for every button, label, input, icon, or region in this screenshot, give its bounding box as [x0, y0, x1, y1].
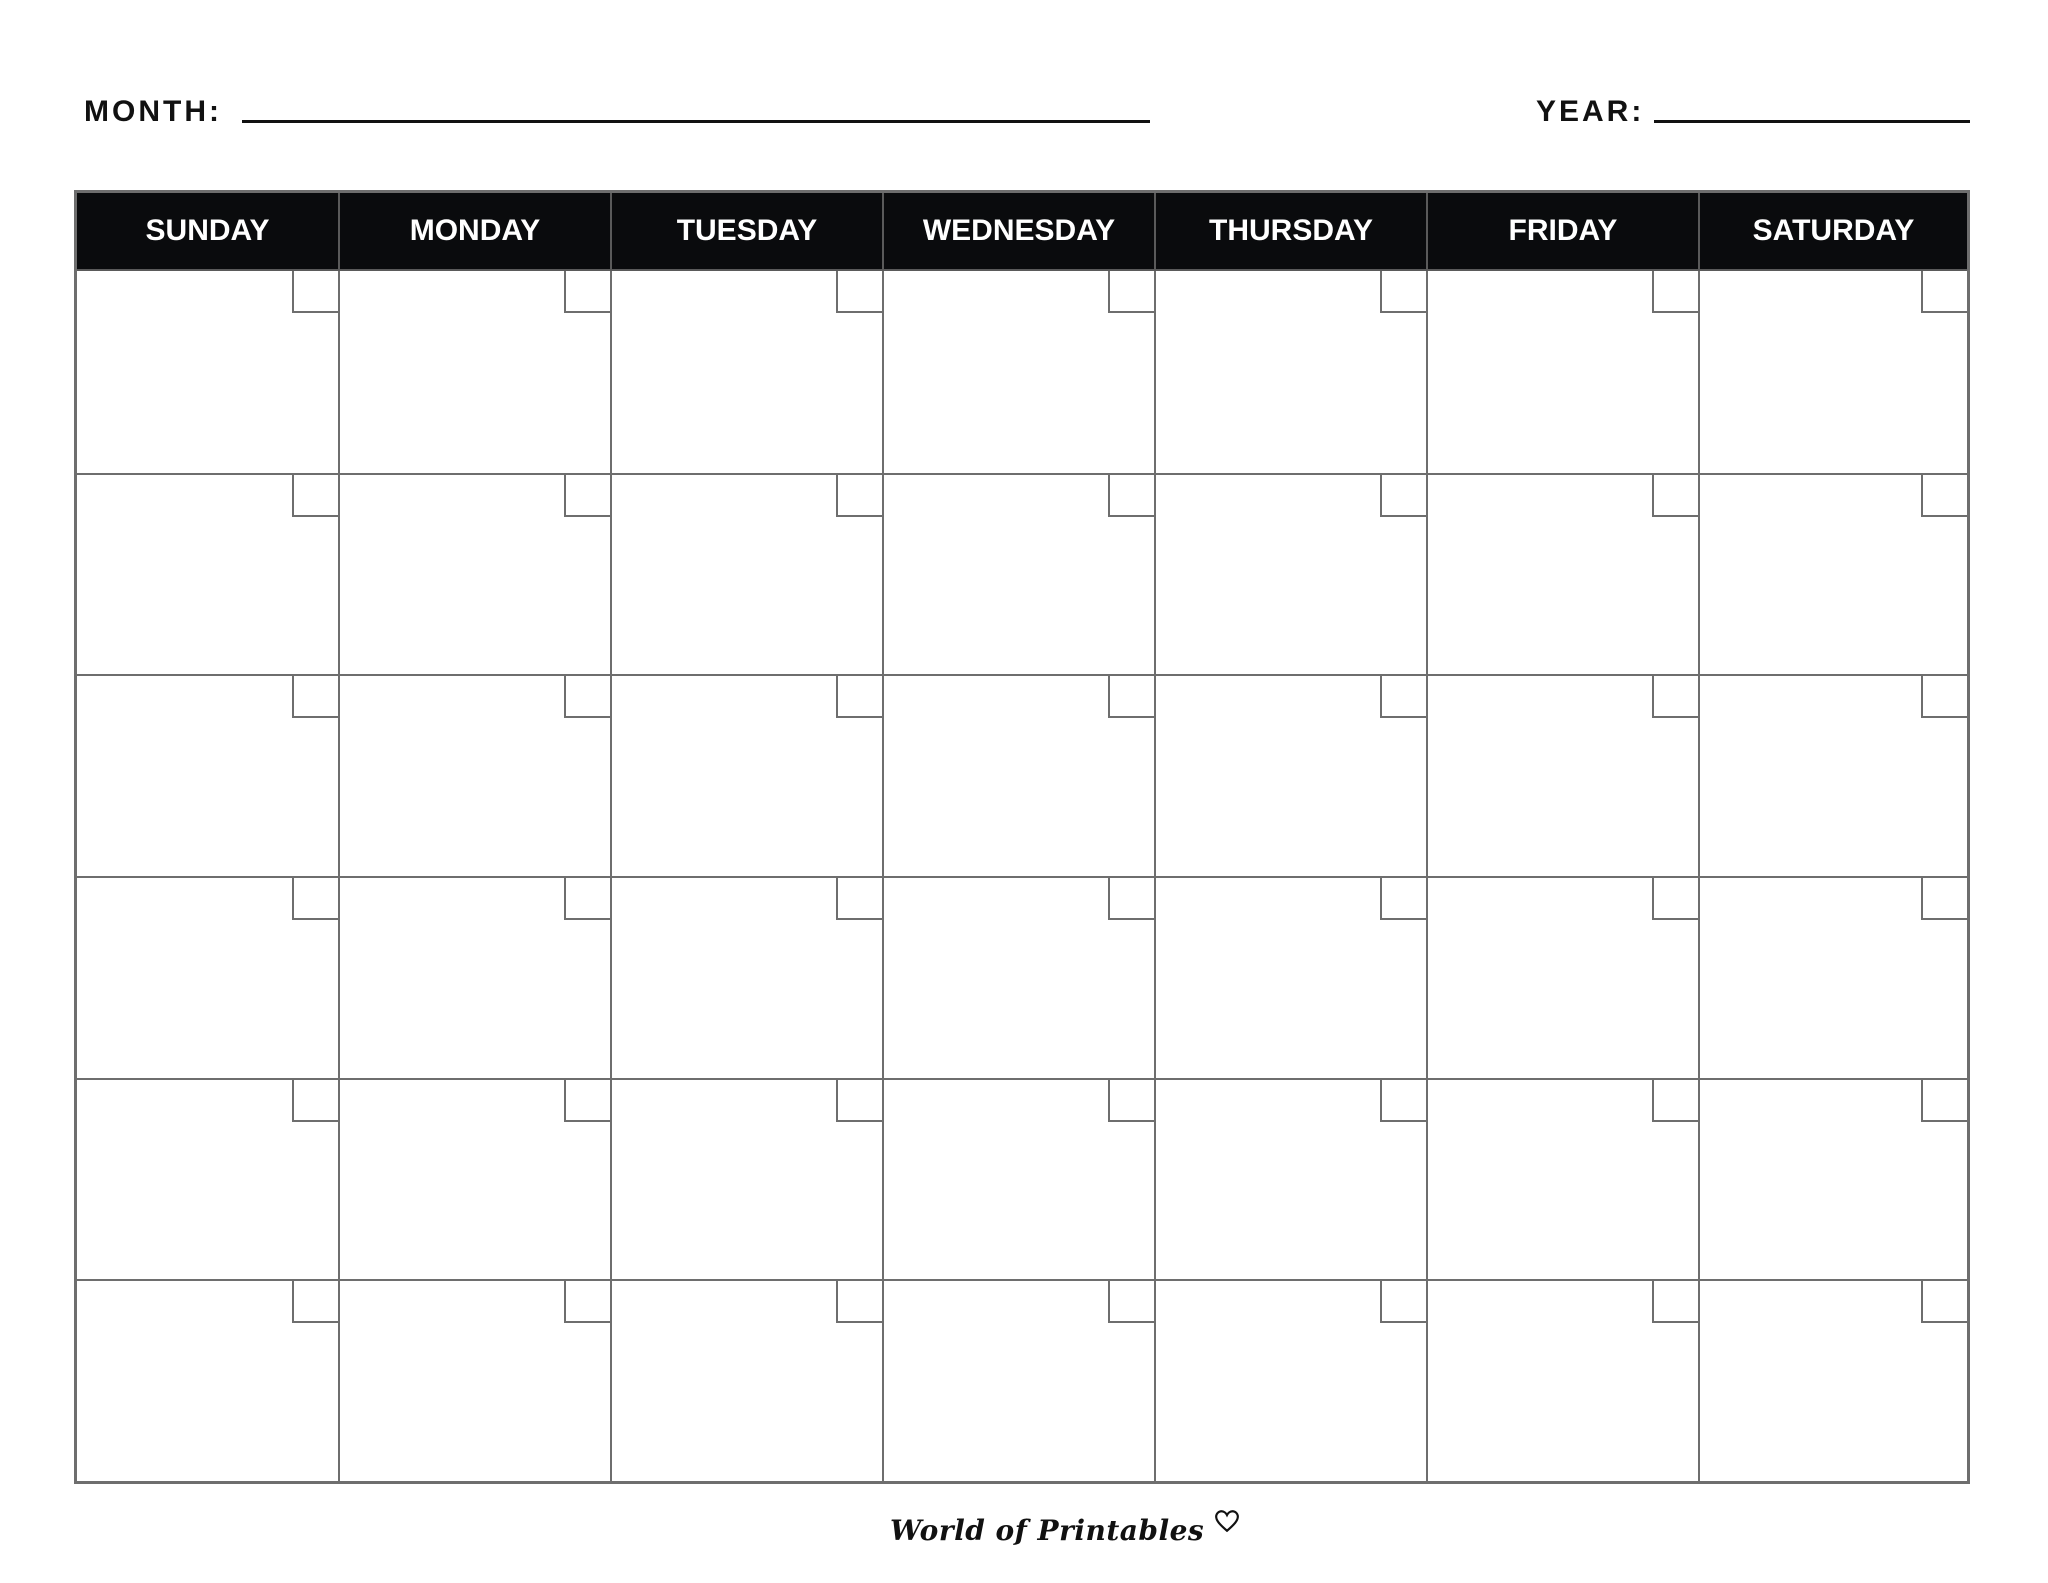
heart-icon — [1214, 1508, 1240, 1534]
day-cell[interactable] — [882, 1279, 1154, 1481]
weekday-header-sunday: SUNDAY — [145, 214, 270, 247]
date-number-box[interactable] — [1380, 1080, 1426, 1122]
date-number-box[interactable] — [1380, 1281, 1426, 1323]
brand-logo — [890, 1505, 1240, 1555]
date-number-box[interactable] — [1921, 1080, 1967, 1122]
day-cell[interactable] — [77, 876, 338, 1078]
date-number-box[interactable] — [836, 878, 882, 920]
date-number-box[interactable] — [836, 271, 882, 313]
day-cell[interactable] — [77, 1279, 338, 1481]
date-number-box[interactable] — [1108, 271, 1154, 313]
date-number-box[interactable] — [1652, 1281, 1698, 1323]
month-label: MONTH: — [84, 95, 222, 128]
date-number-box[interactable] — [1652, 1080, 1698, 1122]
date-number-box[interactable] — [1380, 475, 1426, 517]
weekday-header-tuesday: TUESDAY — [610, 193, 882, 269]
day-cell[interactable] — [1154, 674, 1426, 876]
date-number-box[interactable] — [564, 676, 610, 718]
weekday-header-row — [77, 193, 1967, 269]
month-write-line[interactable] — [242, 120, 1150, 123]
weekday-header-saturday: SATURDAY — [1698, 193, 1967, 269]
day-cell[interactable] — [610, 876, 882, 1078]
date-number-box[interactable] — [1921, 878, 1967, 920]
calendar-grid — [74, 190, 1970, 1484]
day-cell[interactable] — [1698, 1279, 1967, 1481]
year-write-line[interactable] — [1654, 120, 1970, 123]
date-number-box[interactable] — [564, 878, 610, 920]
date-number-box[interactable] — [292, 271, 338, 313]
date-number-box[interactable] — [1652, 475, 1698, 517]
date-number-box[interactable] — [564, 1080, 610, 1122]
day-cell[interactable] — [77, 271, 338, 473]
date-number-box[interactable] — [836, 1080, 882, 1122]
day-cell[interactable] — [882, 674, 1154, 876]
day-cell[interactable] — [1426, 674, 1698, 876]
day-cell[interactable] — [1426, 876, 1698, 1078]
calendar-body — [77, 269, 1967, 1481]
date-number-box[interactable] — [564, 271, 610, 313]
date-number-box[interactable] — [1108, 676, 1154, 718]
day-cell[interactable] — [882, 1078, 1154, 1280]
day-cell[interactable] — [1698, 271, 1967, 473]
date-number-box[interactable] — [564, 1281, 610, 1323]
day-cell[interactable] — [1426, 1279, 1698, 1481]
day-cell[interactable] — [1698, 876, 1967, 1078]
date-number-box[interactable] — [1380, 676, 1426, 718]
day-cell[interactable] — [1154, 271, 1426, 473]
day-cell[interactable] — [610, 674, 882, 876]
date-number-box[interactable] — [836, 1281, 882, 1323]
day-cell[interactable] — [1426, 271, 1698, 473]
day-cell[interactable] — [77, 473, 338, 675]
day-cell[interactable] — [338, 1078, 610, 1280]
date-number-box[interactable] — [1108, 1281, 1154, 1323]
day-cell[interactable] — [610, 271, 882, 473]
date-number-box[interactable] — [1921, 271, 1967, 313]
date-number-box[interactable] — [1921, 475, 1967, 517]
date-number-box[interactable] — [1380, 878, 1426, 920]
day-cell[interactable] — [338, 876, 610, 1078]
day-cell[interactable] — [338, 674, 610, 876]
day-cell[interactable] — [338, 1279, 610, 1481]
date-number-box[interactable] — [1921, 676, 1967, 718]
weekday-header-friday: FRIDAY — [1426, 193, 1698, 269]
date-number-box[interactable] — [1108, 1080, 1154, 1122]
date-number-box[interactable] — [564, 475, 610, 517]
day-cell[interactable] — [1154, 473, 1426, 675]
date-number-box[interactable] — [1652, 676, 1698, 718]
date-number-box[interactable] — [292, 475, 338, 517]
day-cell[interactable] — [882, 876, 1154, 1078]
day-cell[interactable] — [1154, 1279, 1426, 1481]
weekday-header-wednesday: WEDNESDAY — [882, 193, 1154, 269]
day-cell[interactable] — [338, 271, 610, 473]
day-cell[interactable] — [610, 473, 882, 675]
day-cell[interactable] — [610, 1078, 882, 1280]
day-cell[interactable] — [1154, 876, 1426, 1078]
date-number-box[interactable] — [1380, 271, 1426, 313]
weekday-header-monday: MONDAY — [338, 193, 610, 269]
year-label: YEAR: — [1536, 95, 1645, 128]
date-number-box[interactable] — [836, 676, 882, 718]
day-cell[interactable] — [77, 674, 338, 876]
day-cell[interactable] — [1154, 1078, 1426, 1280]
date-number-box[interactable] — [292, 1281, 338, 1323]
date-number-box[interactable] — [1921, 1281, 1967, 1323]
day-cell[interactable] — [338, 473, 610, 675]
day-cell[interactable] — [882, 473, 1154, 675]
date-number-box[interactable] — [292, 676, 338, 718]
date-number-box[interactable] — [836, 475, 882, 517]
day-cell[interactable] — [1426, 473, 1698, 675]
date-number-box[interactable] — [1108, 878, 1154, 920]
brand-name: World of Printables — [890, 1513, 1205, 1547]
day-cell[interactable] — [1698, 674, 1967, 876]
date-number-box[interactable] — [1108, 475, 1154, 517]
date-number-box[interactable] — [292, 1080, 338, 1122]
day-cell[interactable] — [77, 1078, 338, 1280]
day-cell[interactable] — [882, 271, 1154, 473]
date-number-box[interactable] — [1652, 878, 1698, 920]
date-number-box[interactable] — [292, 878, 338, 920]
weekday-header-thursday: THURSDAY — [1154, 193, 1426, 269]
day-cell[interactable] — [610, 1279, 882, 1481]
date-number-box[interactable] — [1652, 271, 1698, 313]
day-cell[interactable] — [1698, 473, 1967, 675]
day-cell[interactable] — [1426, 1078, 1698, 1280]
day-cell[interactable] — [1698, 1078, 1967, 1280]
